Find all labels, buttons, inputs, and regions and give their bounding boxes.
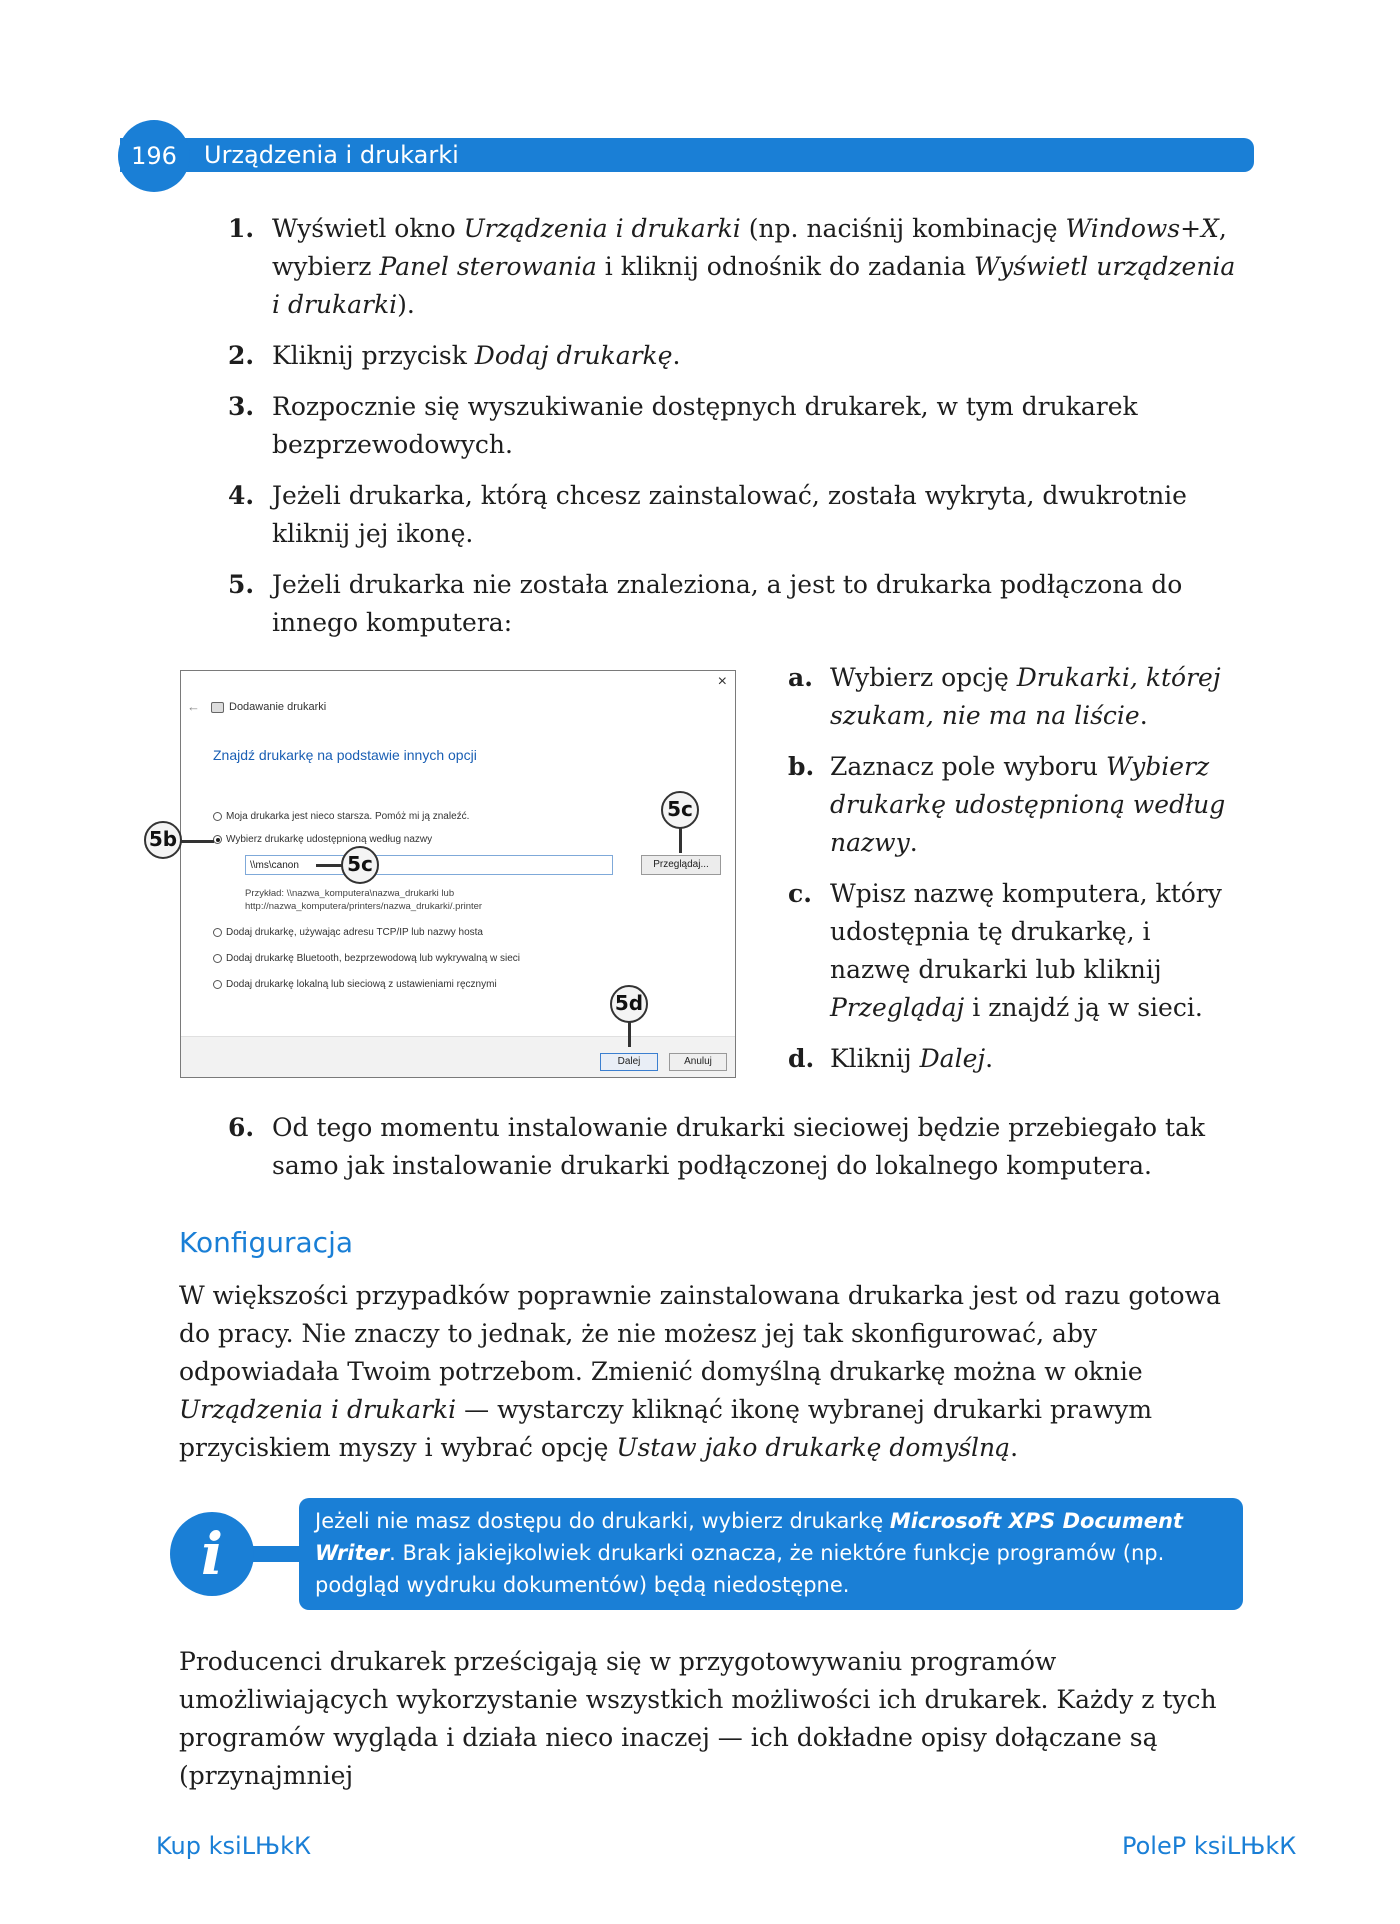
step-text: Od tego momentu instalowanie drukarki sieciowej będzie przebiegało tak samo jak instalowanie drukarki podłączonej do lokalnego komputera. [272,1113,1206,1180]
paragraph-text: W większości przypadków poprawnie zainstalowana drukarka jest od razu gotowa do pracy. Nie znaczy to jednak, że nie możesz jej tak skonfigurować, aby odpowiadała Twoim potrzebom. Zmienić domyślną drukarkę można w oknie [179,1281,1221,1386]
next-button: Dalej [600,1053,658,1071]
step-text: Kliknij przycisk [272,341,475,370]
step-text: Wpisz nazwę komputera, który udostępnia tę drukarkę, i nazwę drukarki lub kliknij [830,879,1222,984]
step-text: , wybierz [272,214,1227,281]
sub-step-b [788,748,1228,862]
step-emphasis: Dodaj drukarkę [474,341,673,370]
radio-icon [213,980,222,989]
option-label: Dodaj drukarkę lokalną lub sieciową z ustawieniami ręcznymi [226,979,497,990]
dialog-heading: Znajdź drukarkę na podstawie innych opcji [213,747,477,763]
paragraph-manufacturers: Producenci drukarek prześcigają się w przygotowywaniu programów umożliwiających wykorzystanie wszystkich możliwości ich drukarek. Każdy z tych programów wygląda i działa nieco inaczej — ich dokładne opisy dołączane są (przynajmniej [179,1647,1217,1790]
step-6 [228,1109,1238,1185]
paragraph-configuration [179,1277,1239,1467]
step-6-list [228,1109,1238,1185]
option-label: Wybierz drukarkę udostępnioną według nazwy [226,834,433,845]
info-text: . Brak jakiejkolwiek drukarki oznacza, że niektóre funkcje programów (np. podgląd wydruku dokumentów) będą niedostępne. [315,1541,1165,1597]
printer-name-input: \\ms\canon [245,855,613,875]
callout-5c-input: 5c [341,846,379,884]
step-emphasis: Dalej [919,1044,986,1073]
section-title: Konfiguracja [179,1226,354,1259]
close-icon: × [717,673,727,690]
step-3 [228,388,1238,464]
callout-leader [679,827,682,853]
step-text: i kliknij odnośnik do zadania [596,252,974,281]
option-shared-by-name [213,834,432,845]
chapter-title: Urządzenia i drukarki [204,141,459,169]
step-text: Wybierz opcję [830,663,1017,692]
footer-buy-book-link[interactable]: Kup ksiLЊkК [156,1832,312,1860]
step-2 [228,337,1238,375]
step-number: 2. [228,341,255,370]
step-text: i znajdź ją w sieci. [964,993,1203,1022]
paragraph-text: — wystarczy kliknąć ikonę wybranej drukarki prawym przyciskiem myszy i wybrać opcję [179,1395,1153,1462]
sub-step-d [788,1040,1228,1078]
sub-step-letter: d. [788,1044,815,1073]
step-number: 4. [228,481,255,510]
option-bluetooth [213,953,520,964]
step-number: 5. [228,570,255,599]
step-4 [228,477,1238,553]
step-text: Jeżeli drukarka nie została znaleziona, a jest to drukarka podłączona do innego komputera: [272,570,1183,637]
step-text: . [985,1044,994,1073]
step-emphasis: Windows+X [1065,214,1219,243]
step-number: 1. [228,214,255,243]
callout-5d: 5d [610,985,648,1023]
option-label: Dodaj drukarkę Bluetooth, bezprzewodową lub wykrywalną w sieci [226,953,521,964]
browse-button: Przeglądaj... [641,855,721,875]
back-arrow-icon: ← [187,699,200,714]
option-local-manual [213,979,497,990]
step-emphasis: Urządzenia i drukarki [463,214,741,243]
radio-icon [213,928,222,937]
sub-step-a [788,659,1228,735]
cancel-button: Anuluj [669,1053,727,1071]
callout-leader [180,840,214,843]
footer-recommend-book-link[interactable]: PoleР ksiLЊkК [1122,1832,1297,1860]
option-older-printer [213,811,469,822]
steps-list [228,210,1238,655]
callout-leader [316,864,342,867]
step-number: 3. [228,392,255,421]
step-5 [228,566,1238,642]
step-text: . [672,341,681,370]
step-emphasis: Panel sterowania [379,252,597,281]
step-text: ). [397,290,415,319]
sub-step-letter: b. [788,752,815,781]
step-1 [228,210,1238,324]
step-emphasis: Wyświetl urządzenia i drukarki [272,252,1236,319]
callout-5b: 5b [144,821,182,859]
radio-icon [213,954,222,963]
sub-steps-list [788,659,1228,1091]
example-line: http://nazwa_komputera/printers/nazwa_drukarki/.printer [245,901,483,912]
add-printer-dialog-screenshot [180,670,736,1078]
sub-step-letter: a. [788,663,813,692]
step-text: (np. naciśnij kombinację [740,214,1066,243]
page-number: 196 [131,142,177,170]
callout-leader [628,1021,631,1047]
option-label: Moja drukarka jest nieco starsza. Pomóż mi ją znaleźć. [226,811,470,822]
step-text: Rozpocznie się wyszukiwanie dostępnych drukarek, w tym drukarek bezprzewodowych. [272,392,1138,459]
step-text: . [909,828,918,857]
paragraph-text: . [1010,1433,1019,1462]
step-emphasis: Przeglądaj [830,993,965,1022]
info-note [299,1498,1243,1610]
radio-icon [213,812,222,821]
info-emphasis: Microsoft XPS Document Writer [315,1509,1183,1565]
option-tcpip [213,927,483,938]
step-emphasis: Drukarki, której szukam, nie ma na liście [830,663,1221,730]
sub-step-letter: c. [788,879,812,908]
step-text: Wyświetl okno [272,214,464,243]
printer-icon [211,702,224,713]
step-emphasis: Wybierz drukarkę udostępnioną według nazwy [830,752,1226,857]
dialog-title: Dodawanie drukarki [229,701,327,713]
step-number: 6. [228,1113,255,1142]
option-label: Dodaj drukarkę, używając adresu TCP/IP lub nazwy hosta [226,927,483,938]
step-text: . [1139,701,1148,730]
paragraph-emphasis: Ustaw jako drukarkę domyślną [616,1433,1011,1462]
radio-selected-icon [213,835,222,844]
step-text: Jeżeli drukarka, którą chcesz zainstalować, została wykryta, dwukrotnie kliknij jej ikonę. [272,481,1187,548]
info-icon: i [170,1512,254,1596]
example-line: Przykład: \\nazwa_komputera\nazwa_drukarki lub [245,888,455,899]
step-text: Zaznacz pole wyboru [830,752,1106,781]
callout-5c-browse: 5c [661,791,699,829]
example-text [245,887,482,913]
sub-step-c [788,875,1228,1027]
info-text: Jeżeli nie masz dostępu do drukarki, wybierz drukarkę [315,1509,890,1533]
paragraph-emphasis: Urządzenia i drukarki [179,1395,457,1424]
step-text: Kliknij [830,1044,920,1073]
